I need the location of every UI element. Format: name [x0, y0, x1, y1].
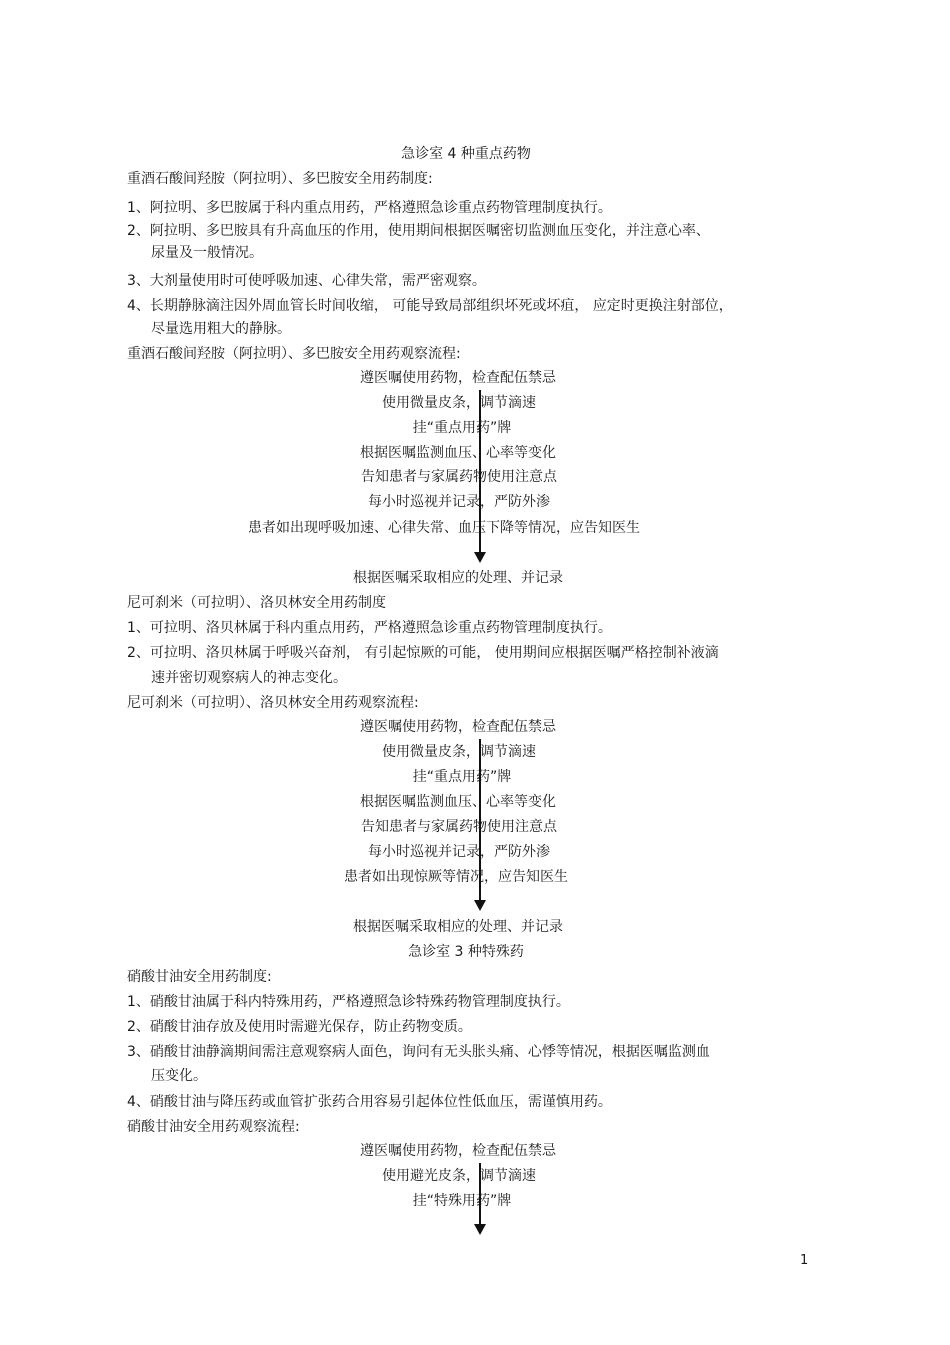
flow-step: 根据医嘱监测血压、心率等变化 [360, 794, 556, 810]
rule-item-continuation: 压变化。 [151, 1068, 207, 1084]
rule-item: 4、硝酸甘油与降压药或血管扩张药合用容易引起体位性低血压，需谨慎用药。 [127, 1094, 612, 1110]
flow-step: 遵医嘱使用药物，检查配伍禁忌 [360, 370, 556, 386]
arrow-head-icon [474, 900, 486, 911]
flow-heading: 尼可刹米（可拉明）、洛贝林安全用药观察流程: [127, 695, 419, 711]
flow-step: 遵医嘱使用药物，检查配伍禁忌 [360, 1143, 556, 1159]
rule-item: 1、阿拉明、多巴胺属于科内重点用药，严格遵照急诊重点药物管理制度执行。 [127, 200, 612, 216]
flow-heading: 重酒石酸间羟胺（阿拉明）、多巴胺安全用药观察流程: [127, 346, 461, 362]
rule-item: 2、硝酸甘油存放及使用时需避光保存，防止药物变质。 [127, 1019, 472, 1035]
flow-step: 遵医嘱使用药物，检查配伍禁忌 [360, 719, 556, 735]
flow-step: 每小时巡视并记录，严防外渗 [368, 494, 550, 510]
flow-step: 每小时巡视并记录，严防外渗 [368, 844, 550, 860]
page-title: 急诊室 4 种重点药物 [401, 146, 531, 162]
arrow-head-icon [474, 1224, 486, 1235]
flow-step: 患者如出现惊厥等情况，应告知医生 [344, 869, 568, 885]
rule-item: 2、可拉明、洛贝林属于呼吸兴奋剂， 有引起惊厥的可能， 使用期间应根据医嘱严格控制补液滴 [127, 645, 719, 661]
page-subtitle: 急诊室 3 种特殊药 [408, 944, 524, 960]
flow-step: 患者如出现呼吸加速、心律失常、血压下降等情况，应告知医生 [248, 520, 640, 536]
flow-step: 告知患者与家属药物使用注意点 [361, 819, 557, 835]
flow-step: 使用微量皮条，调节滴速 [382, 395, 536, 411]
rule-item: 4、长期静脉滴注因外周血管长时间收缩， 可能导致局部组织坏死或坏疽， 应定时更换注射部位， [127, 298, 733, 314]
page-number: 1 [800, 1253, 809, 1268]
rule-item: 1、硝酸甘油属于科内特殊用药，严格遵照急诊特殊药物管理制度执行。 [127, 994, 570, 1010]
flow-step: 使用微量皮条，调节滴速 [382, 744, 536, 760]
arrow-head-icon [474, 552, 486, 563]
flow-step: 挂“重点用药”牌 [412, 420, 512, 436]
section-heading: 重酒石酸间羟胺（阿拉明）、多巴胺安全用药制度: [127, 171, 433, 187]
rule-item-continuation: 尿量及一般情况。 [151, 245, 263, 261]
rule-item-continuation: 速并密切观察病人的神志变化。 [151, 670, 347, 686]
flow-step: 使用避光皮条，调节滴速 [382, 1168, 536, 1184]
flow-step: 根据医嘱采取相应的处理、并记录 [353, 919, 563, 935]
flow-step: 挂“重点用药”牌 [412, 769, 512, 785]
flow-step: 挂“特殊用药”牌 [412, 1193, 512, 1209]
section-heading: 尼可刹米（可拉明）、洛贝林安全用药制度 [127, 595, 386, 611]
section-heading: 硝酸甘油安全用药制度: [127, 969, 272, 985]
flow-step: 告知患者与家属药物使用注意点 [361, 469, 557, 485]
rule-item: 1、可拉明、洛贝林属于科内重点用药，严格遵照急诊重点药物管理制度执行。 [127, 620, 612, 636]
rule-item: 2、阿拉明、多巴胺具有升高血压的作用，使用期间根据医嘱密切监测血压变化，并注意心率、 [127, 223, 710, 239]
flow-step: 根据医嘱监测血压、心率等变化 [360, 445, 556, 461]
rule-item: 3、大剂量使用时可使呼吸加速、心律失常，需严密观察。 [127, 273, 486, 289]
rule-item-continuation: 尽量选用粗大的静脉。 [151, 321, 291, 337]
rule-item: 3、硝酸甘油静滴期间需注意观察病人面色，询问有无头胀头痛、心悸等情况，根据医嘱监测血 [127, 1044, 710, 1060]
flow-step: 根据医嘱采取相应的处理、并记录 [353, 570, 563, 586]
flow-heading: 硝酸甘油安全用药观察流程: [127, 1119, 300, 1135]
